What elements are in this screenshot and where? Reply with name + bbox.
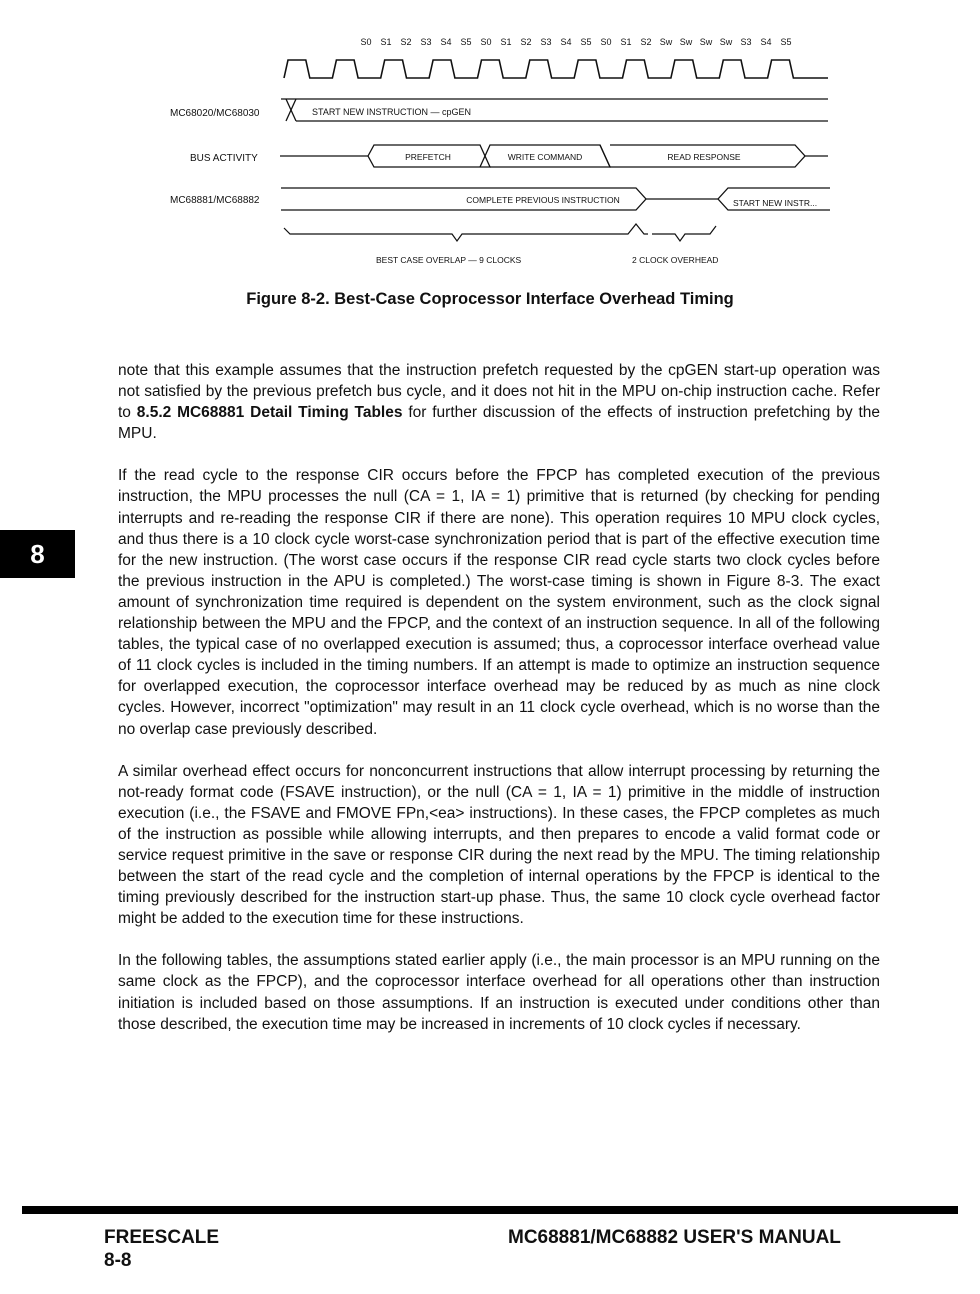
bus-state-label: S5 bbox=[460, 37, 472, 47]
fpcp-complete-previous: COMPLETE PREVIOUS INSTRUCTION bbox=[466, 195, 620, 205]
section-tab: 8 bbox=[0, 530, 75, 578]
paragraph-1: note that this example assumes that the instruction prefetch requested by the cpGEN start-up operation was not satisfied by the previous prefetch bus cycle, and it does not hit in the MPU on-chip instruction cache. Refer to 8.5.2 MC68881 Detail Timing Tables for further discussion of the effects of instruction prefetching by the MPU. bbox=[118, 362, 880, 443]
section-reference-link: 8.5.2 MC68881 Detail Timing Tables bbox=[136, 404, 403, 422]
bus-state-label: S3 bbox=[420, 37, 432, 47]
bus-state-label: S3 bbox=[540, 37, 552, 47]
body-text bbox=[118, 360, 880, 1056]
bus-row-label: BUS ACTIVITY bbox=[190, 153, 258, 164]
mpu-start-new-instruction: START NEW INSTRUCTION — cpGEN bbox=[312, 107, 472, 117]
timing-diagram bbox=[0, 0, 980, 280]
bus-state-label: S4 bbox=[440, 37, 452, 47]
bus-state-label: S5 bbox=[580, 37, 592, 47]
bus-state-label: S0 bbox=[480, 37, 492, 47]
footer-left bbox=[104, 1226, 219, 1272]
bus-state-label: S2 bbox=[520, 37, 532, 47]
bus-write-command: WRITE COMMAND bbox=[507, 152, 583, 162]
overhead-label: 2 CLOCK OVERHEAD bbox=[632, 255, 719, 265]
bus-state-label: S4 bbox=[560, 37, 572, 47]
bus-state-label: S0 bbox=[600, 37, 612, 47]
footer-manual-title: MC68881/MC68882 USER'S MANUAL bbox=[508, 1227, 841, 1248]
footer-brand: FREESCALE bbox=[104, 1227, 220, 1248]
bus-state-label: S2 bbox=[640, 37, 652, 47]
bus-state-label: S2 bbox=[400, 37, 412, 47]
mpu-row-label: MC68020/MC68030 bbox=[170, 108, 260, 119]
overlap-label: BEST CASE OVERLAP — 9 CLOCKS bbox=[376, 255, 522, 265]
bus-state-label: S0 bbox=[360, 37, 372, 47]
bus-state-label: Sw bbox=[659, 37, 673, 47]
clock-waveform bbox=[284, 60, 828, 78]
bus-state-label: S1 bbox=[620, 37, 632, 47]
overhead-brace bbox=[652, 226, 716, 241]
bus-state-label: S4 bbox=[760, 37, 772, 47]
footer-page-number: 8-8 bbox=[104, 1250, 132, 1271]
fpcp-start-new-instruction: START NEW INSTR... bbox=[733, 198, 818, 208]
bus-prefetch: PREFETCH bbox=[405, 152, 451, 162]
bus-state-label: S1 bbox=[500, 37, 512, 47]
bus-state-label: Sw bbox=[719, 37, 733, 47]
paragraph-4: In the following tables, the assumptions stated earlier apply (i.e., the main processor is an MPU running on the same clock as the FPCP), and the coprocessor interface overhead for all operations other than instruction initiation is included based on those assumptions. If an instruction is executed under conditions other than those described, the execution time may be increased in increments of 10 clock cycles if necessary. bbox=[118, 952, 880, 1033]
overlap-brace bbox=[284, 224, 648, 241]
bus-state-label: Sw bbox=[699, 37, 713, 47]
fpcp-row-label: MC68881/MC68882 bbox=[170, 195, 260, 206]
paragraph-3: A similar overhead effect occurs for nonconcurrent instructions that allow interrupt processing by returning the not-ready format code (FSAVE instruction), or the null (CA = 1, IA = 1) primitive in the middle of instruction execution (i.e., the FSAVE and FMOVE FPn,<ea> instructions). In these cases, the FPCP completes as much of the instruction as possible while allowing interrupts, and then prepares to encode a valid format code or service request primitive in the save or response CIR during the next read by the MPU. The timing relationship between the start of the read cycle and the completion of internal operations by the FPCP is identical to the timing previously described for the instruction start-up phase. Thus, the same 10 clock cycle overhead factor might be added to the execution time for these instructions. bbox=[118, 762, 880, 928]
bus-state-label: Sw bbox=[679, 37, 693, 47]
bus-state-labels bbox=[360, 37, 791, 47]
paragraph-2: If the read cycle to the response CIR occurs before the FPCP has completed execution of the previous instruction, the MPU processes the null (CA = 1, IA = 1) primitive that is returned (by checking for pending interrupts and re-reading the response CIR if there are none). This operation requires 10 MPU clock cycles, and thus there is a 10 clock cycle worst-case synchronization period that is part of the effective execution time for the new instruction. (The worst case occurs if the response CIR read cycle starts two clock cycles before the previous instruction in the APU is completed.) The worst-case timing is shown in Figure 8-3. The exact amount of synchronization time required is dependent on the system environment, such as the clock signal relationship between the MPU and the FPCP, and the context of an instruction sequence. In all of the following tables, the typical case of no overlapped execution is assumed; thus, a coprocessor interface overhead value of 11 clock cycles is included in the timing numbers. If an attempt is made to optimize an instruction sequence for overlapped execution, the coprocessor interface overhead may be reduced by as much as nine clock cycles. However, incorrect "optimization" may result in an 11 clock cycle overhead, which is no worse than the no overlap case previously described. bbox=[118, 467, 880, 738]
footer-rule bbox=[22, 1206, 958, 1214]
bus-read-response: READ RESPONSE bbox=[667, 152, 741, 162]
bus-state-label: S1 bbox=[380, 37, 392, 47]
bus-state-label: S3 bbox=[740, 37, 752, 47]
bus-state-label: S5 bbox=[780, 37, 792, 47]
figure-caption: Figure 8-2. Best-Case Coprocessor Interface Overhead Timing bbox=[246, 290, 734, 308]
